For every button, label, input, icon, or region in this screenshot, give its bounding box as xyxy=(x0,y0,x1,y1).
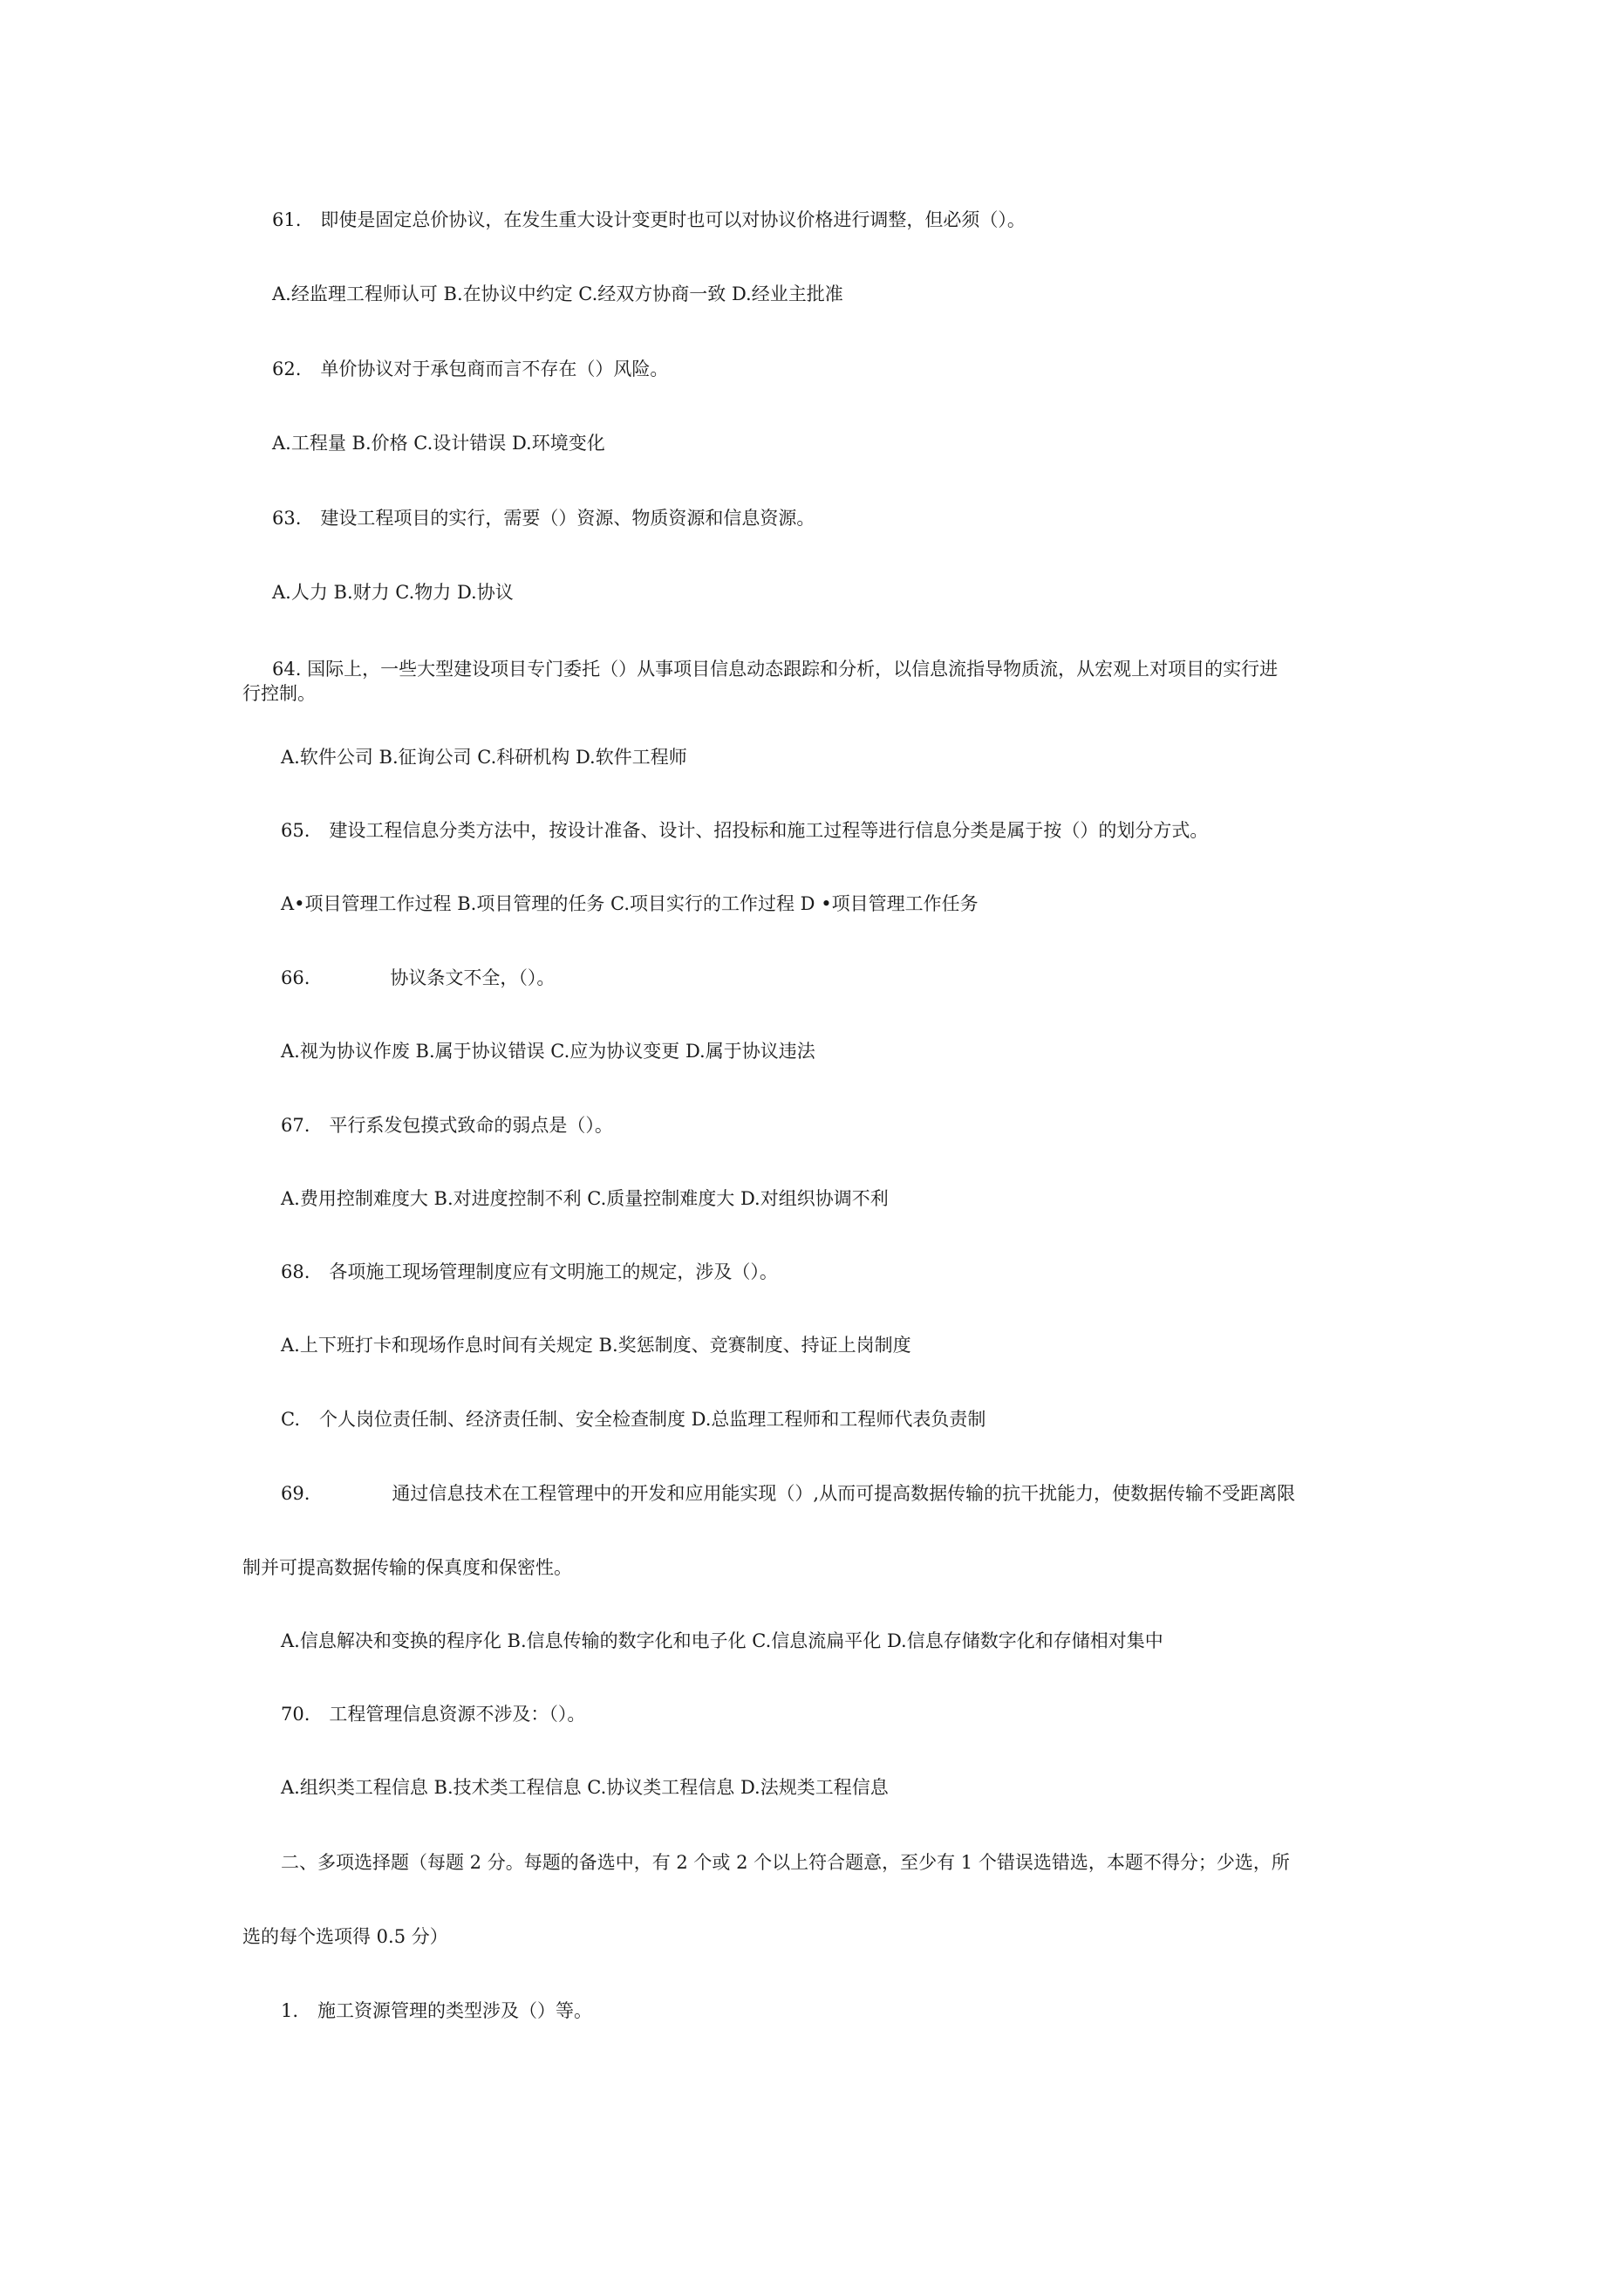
question-70 xyxy=(281,1701,585,1727)
options-text: A.人力 B.财力 C.物力 D.协议 xyxy=(272,582,514,603)
question-66 xyxy=(281,965,555,991)
question-number: 62. xyxy=(272,359,302,379)
options-66 xyxy=(281,1038,815,1064)
question-text: 各项施工现场管理制度应有文明施工的规定，涉及（）。 xyxy=(329,1261,778,1282)
question-text-continued: 制并可提高数据传输的保真度和保密性。 xyxy=(242,1557,572,1578)
section-heading-line1 xyxy=(281,1849,1290,1876)
question-69 xyxy=(281,1480,1295,1507)
question-number: 66. xyxy=(281,967,310,988)
multi-question-1 xyxy=(281,1998,592,2024)
question-text: 通过信息技术在工程管理中的开发和应用能实现（）,从而可提高数据传输的抗干扰能力，使数据传输不受距离限 xyxy=(392,1483,1296,1504)
question-number: 1. xyxy=(281,2000,299,2021)
question-text-continued: 行控制。 xyxy=(242,683,316,704)
options-62 xyxy=(272,430,605,456)
section-heading-line2 xyxy=(242,1924,448,1950)
question-number: 68. xyxy=(281,1261,310,1282)
question-text: 协议条文不全，（）。 xyxy=(390,967,556,988)
options-70 xyxy=(281,1774,889,1801)
question-text: 即使是固定总价协议，在发生重大设计变更时也可以对协议价格进行调整，但必须（）。 xyxy=(320,209,1026,230)
question-number: 70. xyxy=(281,1704,310,1725)
question-text: 64. 国际上，一些大型建设项目专门委托（）从事项目信息动态跟踪和分析，以信息流指导物质流，从宏观上对项目的实行进 xyxy=(272,659,1279,680)
section-heading-continued: 选的每个选项得 0.5 分） xyxy=(242,1926,448,1947)
options-text: A.组织类工程信息 B.技术类工程信息 C.协议类工程信息 D.法规类工程信息 xyxy=(281,1777,889,1798)
section-heading: 二、多项选择题（每题 2 分。每题的备选中，有 2 个或 2 个以上符合题意，至少有 1 个错误选错选，本题不得分；少选，所 xyxy=(281,1852,1290,1873)
options-text: A.视为协议作废 B.属于协议错误 C.应为协议变更 D.属于协议违法 xyxy=(281,1041,815,1062)
question-number: 61. xyxy=(272,209,302,230)
options-text: 个人岗位责任制、经济责任制、安全检查制度 D.总监理工程师和工程师代表负责制 xyxy=(319,1409,986,1430)
options-65 xyxy=(281,891,979,917)
question-67 xyxy=(281,1112,613,1138)
options-text: A.工程量 B.价格 C.设计错误 D.环境变化 xyxy=(272,433,605,454)
question-number: 63. xyxy=(272,508,302,529)
options-63 xyxy=(272,579,514,605)
option-letter: C. xyxy=(281,1409,300,1430)
options-64 xyxy=(281,744,687,770)
question-text: 单价协议对于承包商而言不存在（）风险。 xyxy=(320,359,669,379)
question-68 xyxy=(281,1259,778,1285)
question-number: 65. xyxy=(281,820,310,841)
options-text: A.上下班打卡和现场作息时间有关规定 B.奖惩制度、竞赛制度、持证上岗制度 xyxy=(281,1335,911,1356)
question-65 xyxy=(281,817,1208,844)
options-69 xyxy=(281,1628,1163,1654)
question-63 xyxy=(272,505,815,531)
question-text: 建设工程项目的实行，需要（）资源、物质资源和信息资源。 xyxy=(320,508,815,529)
question-text: 工程管理信息资源不涉及：（）。 xyxy=(329,1704,586,1725)
question-64-line2 xyxy=(242,680,316,707)
options-text: A.费用控制难度大 B.对进度控制不利 C.质量控制难度大 D.对组织协调不利 xyxy=(281,1188,889,1209)
question-text: 建设工程信息分类方法中，按设计准备、设计、招投标和施工过程等进行信息分类是属于按（）的划分方式。 xyxy=(329,820,1209,841)
options-67 xyxy=(281,1186,889,1212)
options-text: A.信息解决和变换的程序化 B.信息传输的数字化和电子化 C.信息流扁平化 D.信息存储数字化和存储相对集中 xyxy=(281,1630,1163,1651)
question-text: 平行系发包摸式致命的弱点是（）。 xyxy=(329,1115,613,1136)
question-number: 67. xyxy=(281,1115,310,1136)
question-62 xyxy=(272,356,668,382)
options-text: A.软件公司 B.征询公司 C.科研机构 D.软件工程师 xyxy=(281,747,687,768)
question-text: 施工资源管理的类型涉及（）等。 xyxy=(317,2000,593,2021)
question-64-line1 xyxy=(272,656,1278,682)
options-text: A•项目管理工作过程 B.项目管理的任务 C.项目实行的工作过程 D •项目管理工作任务 xyxy=(281,893,979,914)
options-68 xyxy=(281,1332,911,1358)
options-text: A.经监理工程师认可 B.在协议中约定 C.经双方协商一致 D.经业主批准 xyxy=(272,284,843,304)
options-68-cont xyxy=(281,1406,985,1432)
question-61 xyxy=(272,207,1026,233)
question-69-line2 xyxy=(242,1555,572,1581)
question-number: 69. xyxy=(281,1483,310,1504)
options-61 xyxy=(272,281,843,307)
